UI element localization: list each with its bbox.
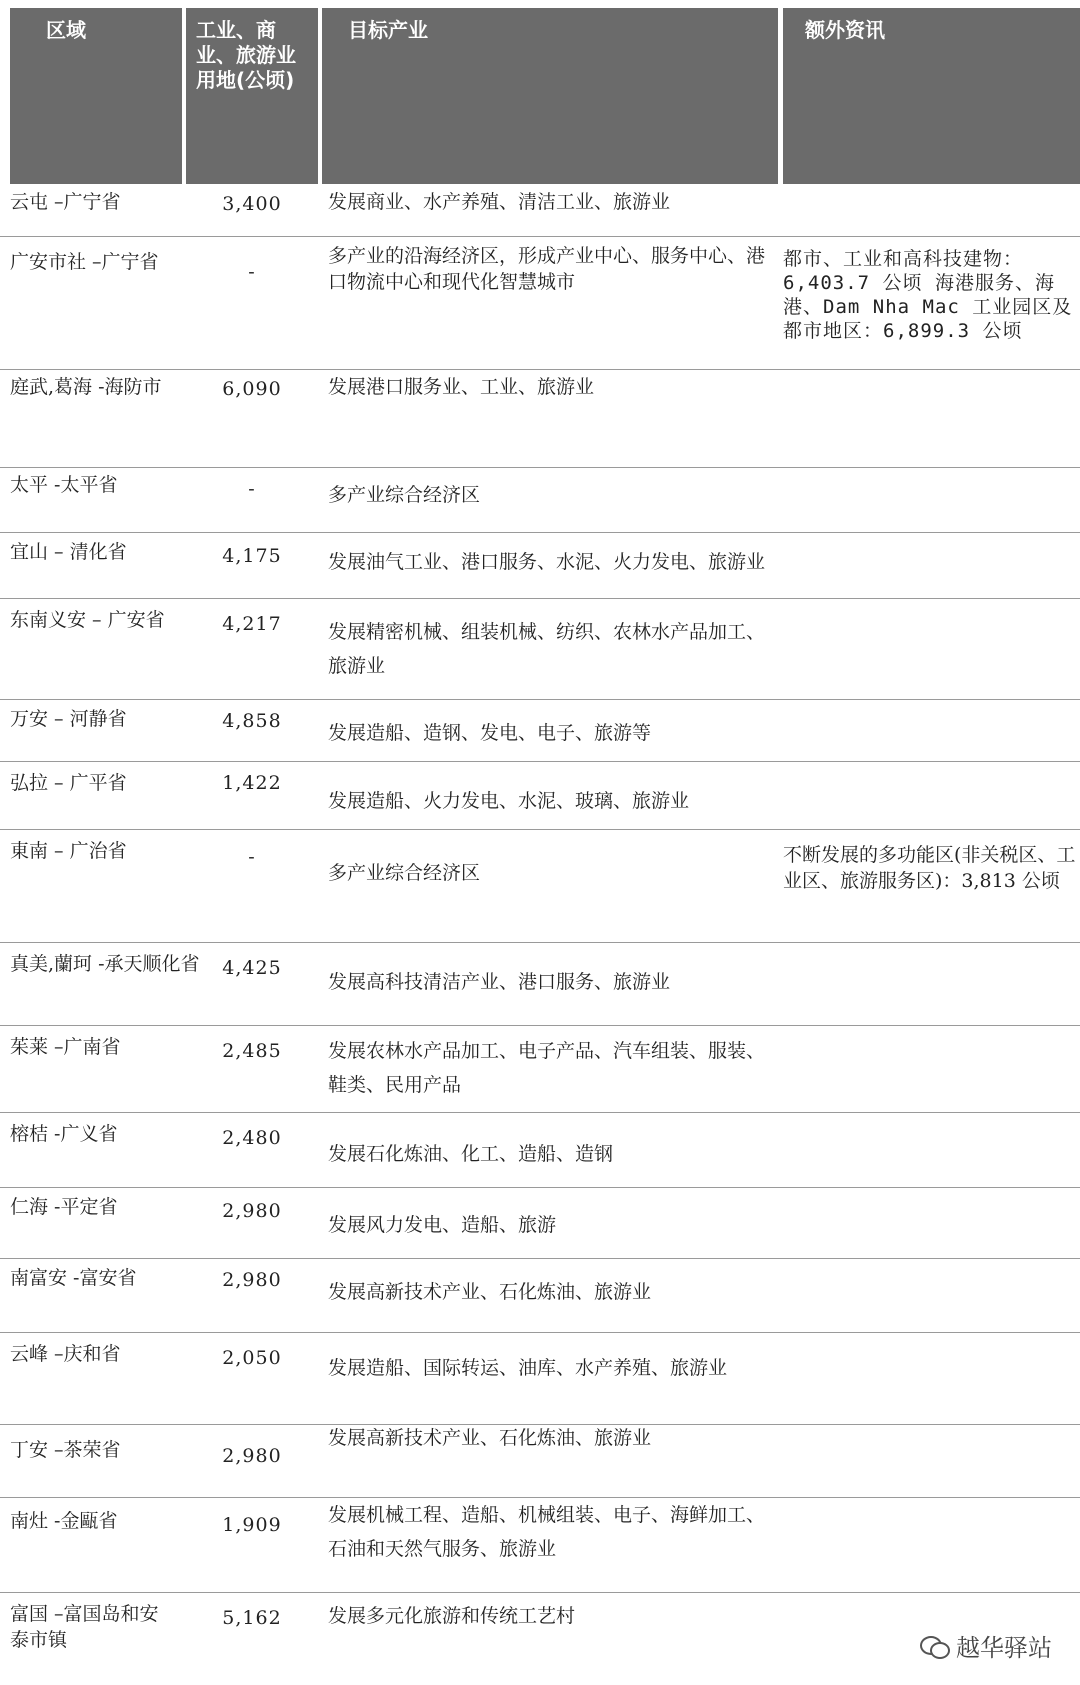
area-cell: 2,480	[222, 1127, 282, 1149]
industry-cell: 发展造船、国际转运、油库、水产养殖、旅游业	[328, 1357, 728, 1379]
region-cell: 富国 –富国岛和安泰市镇	[10, 1603, 159, 1651]
industry-cell: 发展商业、水产养殖、清洁工业、旅游业	[328, 191, 671, 213]
area-cell: 2,980	[222, 1200, 282, 1222]
area-cell: 4,217	[222, 613, 282, 635]
region-cell: 庭武,葛海 -海防市	[10, 376, 162, 398]
region-cell: 云屯 –广宁省	[10, 191, 121, 213]
industry-cell: 多产业综合经济区	[328, 862, 481, 884]
industry-cell: 发展造船、造钢、发电、电子、旅游等	[328, 722, 652, 744]
table-row	[0, 762, 1080, 830]
industry-cell: 多产业的沿海经济区，形成产业中心、服务中心、港口物流中心和现代化智慧城市	[328, 245, 766, 293]
region-cell: 東南 – 广治省	[10, 840, 127, 862]
area-cell: 2,050	[222, 1347, 282, 1369]
region-cell: 云峰 –庆和省	[10, 1343, 121, 1365]
area-cell: 4,175	[222, 545, 282, 567]
industry-cell: 发展造船、火力发电、水泥、玻璃、旅游业	[328, 790, 690, 812]
region-cell: 宜山 – 清化省	[10, 541, 127, 563]
area-cell: -	[248, 846, 256, 868]
area-cell: 5,162	[222, 1607, 282, 1629]
area-cell: 1,909	[222, 1514, 282, 1536]
industry-cell: 发展风力发电、造船、旅游	[328, 1214, 557, 1236]
table-row	[0, 1333, 1080, 1425]
table-row	[0, 237, 1080, 370]
region-cell: 丁安 –茶荣省	[10, 1439, 121, 1461]
region-cell: 榕桔 -广义省	[10, 1123, 118, 1145]
table-header	[0, 0, 1080, 185]
header-target-industry: 目标产业	[322, 8, 778, 184]
watermark	[920, 1628, 1052, 1663]
area-cell: 3,400	[222, 193, 282, 215]
area-cell: -	[248, 478, 256, 500]
region-cell: 南富安 -富安省	[10, 1267, 137, 1289]
region-cell: 茱莱 –广南省	[10, 1036, 121, 1058]
industry-cell: 发展农林水产品加工、电子产品、汽车组装、服装、鞋类、民用产品	[328, 1040, 766, 1096]
industry-cell: 发展油气工业、港口服务、水泥、火力发电、旅游业	[328, 551, 766, 573]
area-cell: -	[248, 261, 256, 283]
table-row	[0, 1026, 1080, 1113]
industry-cell: 多产业综合经济区	[328, 484, 481, 506]
area-cell: 4,858	[222, 710, 282, 732]
table-row	[0, 599, 1080, 700]
area-cell: 2,485	[222, 1040, 282, 1062]
table-row	[0, 830, 1080, 943]
table-row	[0, 1498, 1080, 1593]
industry-cell: 发展港口服务业、工业、旅游业	[328, 376, 595, 398]
area-cell: 2,980	[222, 1269, 282, 1291]
extra-cell: 都市、工业和高科技建物：6,403.7 公顷 海港服务、海港、Dam Nha Mac 工业园区及都市地区：6,899.3 公顷	[783, 248, 1073, 342]
wechat-icon	[920, 1634, 950, 1658]
watermark-text: 越华驿站	[956, 1634, 1052, 1662]
extra-cell: 不断发展的多功能区(非关税区、工业区、旅游服务区)：3,813 公顷	[783, 844, 1076, 892]
industry-cell: 发展精密机械、组装机械、纺织、农林水产品加工、旅游业	[328, 621, 766, 677]
region-cell: 广安市社 –广宁省	[10, 251, 159, 273]
region-cell: 真美,蘭珂 -承天顺化省	[10, 953, 200, 975]
table-row	[0, 1593, 1080, 1673]
region-cell: 仁海 -平定省	[10, 1196, 118, 1218]
industry-cell: 发展石化炼油、化工、造船、造钢	[328, 1143, 614, 1165]
table-row	[0, 700, 1080, 762]
header-region: 区域	[10, 8, 182, 184]
region-cell: 太平 -太平省	[10, 474, 118, 496]
industry-cell: 发展多元化旅游和传统工艺村	[328, 1605, 576, 1627]
region-cell: 弘拉 – 广平省	[10, 772, 127, 794]
table-row	[0, 1188, 1080, 1259]
industry-cell: 发展机械工程、造船、机械组装、电子、海鲜加工、石油和天然气服务、旅游业	[328, 1504, 766, 1560]
header-land-area: 工业、商业、旅游业用地(公顷)	[186, 8, 318, 184]
industry-cell: 发展高科技清洁产业、港口服务、旅游业	[328, 971, 671, 993]
area-cell: 2,980	[222, 1445, 282, 1467]
table-row	[0, 1259, 1080, 1333]
industry-cell: 发展高新技术产业、石化炼油、旅游业	[328, 1281, 652, 1303]
area-cell: 4,425	[222, 957, 282, 979]
area-cell: 6,090	[222, 378, 282, 400]
area-cell: 1,422	[222, 772, 282, 794]
region-cell: 万安 – 河静省	[10, 708, 127, 730]
region-cell: 南灶 -金甌省	[10, 1510, 118, 1532]
header-extra-info: 额外资讯	[783, 8, 1080, 184]
table-row	[0, 370, 1080, 468]
table-row	[0, 185, 1080, 237]
table-row	[0, 533, 1080, 599]
region-cell: 东南义安 – 广安省	[10, 609, 165, 631]
table-body	[0, 185, 1080, 1673]
industry-cell: 发展高新技术产业、石化炼油、旅游业	[328, 1427, 652, 1449]
table-row	[0, 1425, 1080, 1498]
table-row	[0, 943, 1080, 1026]
table-row	[0, 1113, 1080, 1188]
table-row	[0, 468, 1080, 533]
